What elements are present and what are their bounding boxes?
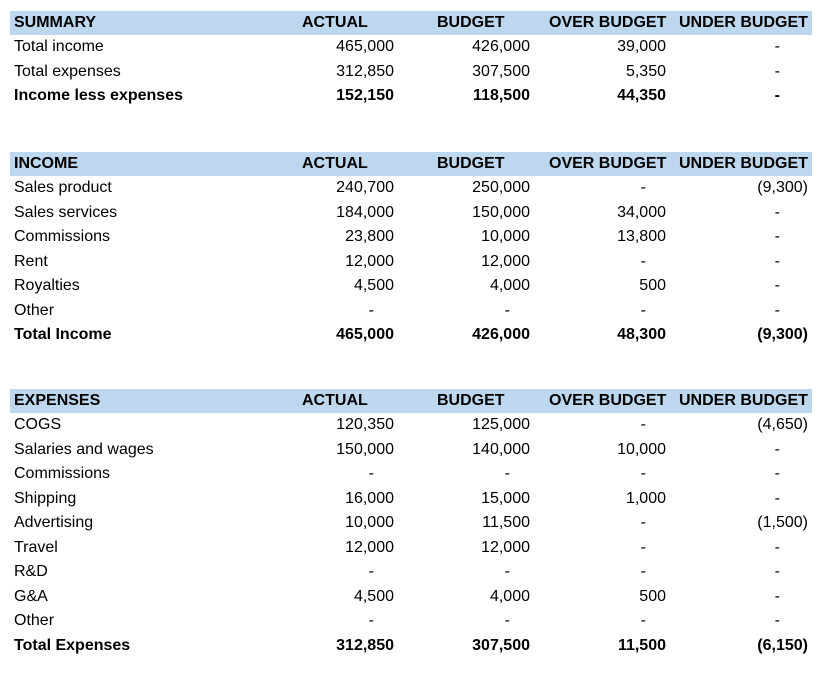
income-row-sales-product [10, 176, 812, 201]
expenses-header-row [10, 389, 812, 413]
income-header-row [10, 152, 812, 176]
under-budget-value: - [774, 203, 780, 221]
expenses-row-other [10, 609, 812, 634]
actual-value: - [368, 563, 374, 580]
over-budget-value: - [640, 179, 646, 196]
expenses-header-over: OVER BUDGET [549, 392, 667, 409]
income-header-under: UNDER BUDGET [679, 155, 808, 172]
income-header-label: INCOME [14, 155, 78, 172]
summary-header-row [10, 11, 812, 35]
row-label: R&D [14, 563, 48, 580]
income-row-royalties [10, 274, 812, 299]
summary-row-total-expenses [10, 60, 812, 85]
actual-value: 312,850 [336, 636, 394, 654]
row-label: Sales product [14, 179, 112, 196]
income-row-commissions [10, 225, 812, 250]
over-budget-value: - [640, 301, 646, 319]
expenses-row-ga [10, 585, 812, 610]
actual-value: 120,350 [336, 416, 394, 433]
under-budget-value: - [774, 563, 780, 580]
row-label: Total Expenses [14, 636, 131, 654]
summary-header-budget: BUDGET [437, 14, 505, 31]
budget-value: 140,000 [472, 440, 530, 458]
expenses-row-rnd [10, 560, 812, 585]
over-budget-value: - [640, 465, 646, 482]
over-budget-value: 34,000 [617, 203, 666, 221]
summary-row-income-less-expenses [10, 84, 812, 109]
budget-value: 125,000 [472, 416, 530, 433]
expenses-header-budget: BUDGET [437, 392, 505, 409]
summary-header-label: SUMMARY [14, 14, 97, 31]
under-budget-value: - [774, 252, 780, 270]
budget-value: 307,500 [472, 62, 530, 80]
budget-value: - [504, 465, 510, 482]
budget-value: - [504, 563, 510, 580]
budget-value: 15,000 [481, 489, 530, 507]
budget-value: 10,000 [481, 228, 530, 245]
row-label: COGS [14, 416, 62, 433]
over-budget-value: 10,000 [617, 440, 666, 458]
over-budget-value: 48,300 [617, 326, 666, 343]
actual-value: 4,500 [353, 277, 394, 294]
budget-value: 307,500 [472, 636, 530, 654]
expenses-header-label: EXPENSES [14, 392, 101, 409]
row-label: Sales services [14, 203, 118, 221]
budget-value: 150,000 [472, 203, 530, 221]
summary-header-actual: ACTUAL [302, 14, 368, 31]
budget-value: 4,000 [489, 277, 530, 294]
under-budget-value: - [774, 538, 780, 556]
expenses-row-travel [10, 536, 812, 561]
budget-value: 12,000 [481, 252, 530, 270]
summary-row-total-income [10, 35, 812, 60]
actual-value: 150,000 [336, 440, 394, 458]
under-budget-value: (9,300) [757, 179, 808, 196]
actual-value: 465,000 [336, 38, 394, 55]
actual-value: 23,800 [345, 228, 394, 245]
income-header-budget: BUDGET [437, 155, 505, 172]
over-budget-value: 13,800 [617, 228, 666, 245]
budget-value: 4,000 [489, 587, 530, 605]
over-budget-value: 1,000 [625, 489, 666, 507]
over-budget-value: 11,500 [617, 636, 666, 654]
row-label: Royalties [14, 277, 80, 294]
actual-value: 240,700 [336, 179, 394, 196]
budget-value: - [504, 301, 510, 319]
actual-value: 312,850 [336, 62, 394, 80]
budget-value: 118,500 [473, 87, 530, 104]
income-row-other [10, 299, 812, 324]
under-budget-value: - [774, 489, 780, 507]
expenses-table [10, 389, 812, 658]
income-header-over: OVER BUDGET [549, 155, 667, 172]
under-budget-value: (4,650) [757, 416, 808, 433]
income-row-total [10, 323, 812, 348]
actual-value: 4,500 [353, 587, 394, 605]
under-budget-value: - [774, 440, 780, 458]
expenses-header-under: UNDER BUDGET [679, 392, 808, 409]
under-budget-value: - [774, 587, 780, 605]
actual-value: 10,000 [345, 514, 394, 531]
over-budget-value: - [640, 416, 646, 433]
actual-value: 12,000 [345, 538, 394, 556]
actual-value: 16,000 [345, 489, 394, 507]
expenses-row-advertising [10, 511, 812, 536]
under-budget-value: (9,300) [757, 326, 808, 343]
income-row-sales-services [10, 201, 812, 226]
over-budget-value: 500 [639, 277, 666, 294]
actual-value: 152,150 [336, 87, 394, 104]
actual-value: - [368, 301, 374, 319]
actual-value: - [368, 465, 374, 482]
budget-value: 426,000 [472, 38, 530, 55]
under-budget-value: - [774, 228, 780, 245]
income-row-rent [10, 250, 812, 275]
expenses-header-actual: ACTUAL [302, 392, 368, 409]
row-label: Rent [14, 252, 48, 270]
row-label: Commissions [14, 465, 111, 482]
over-budget-value: 5,350 [625, 62, 666, 80]
expenses-row-cogs [10, 413, 812, 438]
budget-value: 426,000 [472, 326, 530, 343]
row-label: Income less expenses [14, 87, 183, 104]
row-label: Travel [14, 538, 58, 556]
over-budget-value: - [640, 563, 646, 580]
under-budget-value: - [774, 38, 780, 55]
row-label: Total Income [14, 326, 112, 343]
row-label: Commissions [14, 228, 111, 245]
row-label: Total expenses [14, 62, 121, 80]
income-header-actual: ACTUAL [302, 155, 368, 172]
actual-value: - [368, 612, 374, 629]
expenses-row-shipping [10, 487, 812, 512]
expenses-row-total [10, 634, 812, 659]
budget-value: - [504, 612, 510, 629]
under-budget-value: (6,150) [757, 636, 808, 654]
row-label: Shipping [14, 489, 77, 507]
row-label: Other [14, 612, 55, 629]
income-table [10, 152, 812, 348]
over-budget-value: - [640, 538, 646, 556]
row-label: Salaries and wages [14, 440, 154, 458]
over-budget-value: - [640, 514, 646, 531]
row-label: Advertising [14, 514, 94, 531]
budget-value: 12,000 [481, 538, 530, 556]
under-budget-value: - [774, 87, 780, 104]
summary-header-over: OVER BUDGET [549, 14, 667, 31]
row-label: Total income [14, 38, 104, 55]
budget-value: 11,500 [482, 514, 530, 531]
under-budget-value: - [774, 62, 780, 80]
summary-table [10, 11, 812, 109]
actual-value: 12,000 [345, 252, 394, 270]
under-budget-value: - [774, 301, 780, 319]
row-label: G&A [14, 587, 48, 605]
under-budget-value: - [774, 277, 780, 294]
under-budget-value: - [774, 612, 780, 629]
under-budget-value: - [774, 465, 780, 482]
summary-header-under: UNDER BUDGET [679, 14, 808, 31]
expenses-row-salaries [10, 438, 812, 463]
over-budget-value: - [640, 612, 646, 629]
actual-value: 184,000 [336, 203, 394, 221]
actual-value: 465,000 [336, 326, 394, 343]
over-budget-value: 39,000 [617, 38, 666, 55]
row-label: Other [14, 301, 55, 319]
over-budget-value: 44,350 [617, 87, 666, 104]
expenses-row-commissions [10, 462, 812, 487]
over-budget-value: 500 [639, 587, 666, 605]
over-budget-value: - [640, 252, 646, 270]
budget-value: 250,000 [472, 179, 530, 196]
under-budget-value: (1,500) [757, 514, 808, 531]
